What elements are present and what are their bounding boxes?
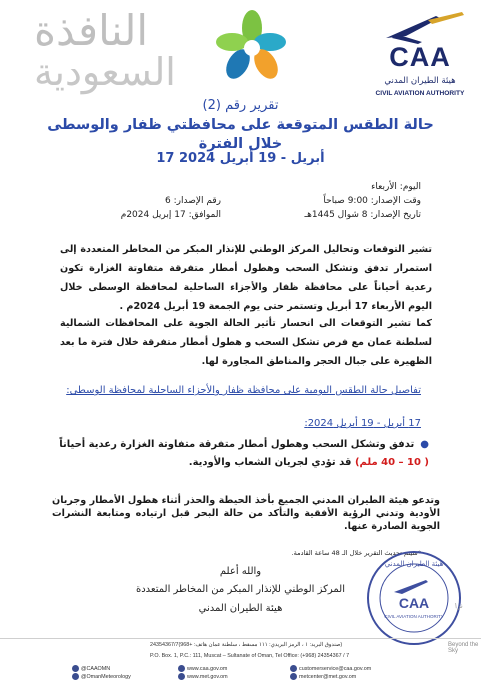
globe-icon (178, 673, 185, 680)
sign-line-3: هيئة الطيران المدني (198, 603, 283, 614)
footer-web-1[interactable]: www.caa.gov.om (178, 665, 227, 672)
brand-logo (26, 6, 276, 106)
meta-issue-time: وقت الإصدار: 9:00 صباحاً (323, 196, 421, 206)
meta-issue-number: رقم الإصدار: 6 (165, 196, 221, 206)
footer-email-1[interactable]: customerservice@caa.gov.om (290, 665, 371, 672)
bullet-tail: قد تؤدي لجريان الشعاب والأودية. (188, 457, 352, 468)
body-paragraph-1: تشير التوقعات وتحاليل المركز الوطني للإنذار المبكر من المخاطر المتعددة إلى استمرار تدفق وتشكل السحب وهطول أمطار متفرقة متفاوتة الغزارة تكون رعدية أحياناً على محافظة ظفار والأجزاء الساحلية لمحافظة الوسطى خلال اليوم الأربعاء 17 أبريل وتستمر حتى يوم الجمعة 19 أبريل 2024م . (60, 244, 432, 312)
side-tag: نزا (454, 601, 464, 611)
rainfall-amount: ( 10 – 40 ملم) (354, 457, 429, 468)
meta-day: اليوم: الأربعاء (371, 182, 421, 192)
details-heading: تفاصيل حالة الطقس اليومية على محافظة ظفار والأجزاء الساحلية لمحافظة الوسطى: (66, 385, 421, 396)
update-note: *سيتم تحديث التقرير خلال الـ 48 ساعة القادمة. (291, 549, 421, 557)
sign-line-1: والله أعلم (219, 566, 262, 577)
footer-address-ar: صندوق البريد: ١ ، الرمز البريدي: ١١١ مسقط ، سلطنة عمان هاتف: +968)24354367/7) (150, 642, 343, 648)
details-date: 17 أبريل - 19 أبريل 2024: (304, 418, 421, 429)
report-number: تقرير رقم (2) (202, 98, 279, 113)
social-icon (72, 665, 79, 672)
stamp-top-text: هيئة الطيران المدني (384, 560, 444, 568)
brand-line2: السعودية (34, 50, 176, 94)
footer-social-2[interactable]: @OmanMeteorology (72, 673, 131, 680)
report-date-range: 17 أبريل - 19 أبريل 2024 (156, 151, 325, 166)
side-slogan: Beyond the Sky (448, 642, 479, 654)
globe-icon (178, 665, 185, 672)
bullet-text: تدفق وتشكل السحب وهطول أمطار متفرقة متفاوتة الغزارة رعدية أحياناً (59, 439, 415, 450)
closing-advice: وتدعو هيئة الطيران المدني الجميع بأخذ الحيطة والحذر أثناء هطول الأمطار وجريان الأودية وتدني الرؤية الأفقية والتأكد من حالة البحر قبل ارتياده ومتابعة النشرات الجوية الصادرة عنها. (52, 495, 440, 532)
brand-line1: النافذة (34, 6, 149, 55)
stamp-letters: CAA (398, 595, 430, 611)
caa-english-name: CIVIL AVIATION AUTHORITY (375, 90, 465, 97)
social-icon (72, 673, 79, 680)
email-icon (290, 665, 297, 672)
footer-web-2[interactable]: www.met.gov.om (178, 673, 228, 680)
body-paragraph-2: كما تشير التوقعات الى انحسار تأثير الحالة الجوية على المحافظات الشمالية لسلطنة عمان مع فرص تشكل السحب و هطول أمطار متفرقة خلال فترة ما بعد الظهيرة على جبال الحجر والمناطق المجاورة لها. (60, 318, 432, 367)
stamp-sub: CIVIL AVIATION AUTHORITY (384, 614, 444, 619)
meta-hijri-date: تاريخ الإصدار: 8 شوال 1445هـ (304, 210, 421, 220)
email-icon (290, 673, 297, 680)
footer-email-2[interactable]: metcenter@met.gov.om (290, 673, 356, 680)
bullet-dot-icon: ● (420, 439, 429, 450)
sign-line-2: المركز الوطني للإنذار المبكر من المخاطر المتعددة (135, 584, 346, 595)
caa-letters: CAA (389, 42, 451, 72)
caa-arabic-name: هيئة الطيران المدني (384, 76, 456, 86)
brand-flower-icon (216, 10, 288, 86)
details-bullet (39, 436, 429, 472)
report-title: حالة الطقس المتوقعة على محافظتي ظفار والوسطى (47, 117, 434, 133)
footer-address-en: P.O. Box. 1, P.C.: 111, Muscat – Sultanate of Oman, Tel Office: (+968) 24354367 / 7 (150, 653, 350, 659)
meta-gregorian-date: الموافق: 17 إبريل 2024م (120, 210, 221, 220)
official-stamp (364, 548, 464, 648)
report-title-line2: خلال الفترة (198, 136, 283, 152)
footer-social-1[interactable]: @CAAOMN (72, 665, 110, 672)
footer (0, 638, 481, 680)
